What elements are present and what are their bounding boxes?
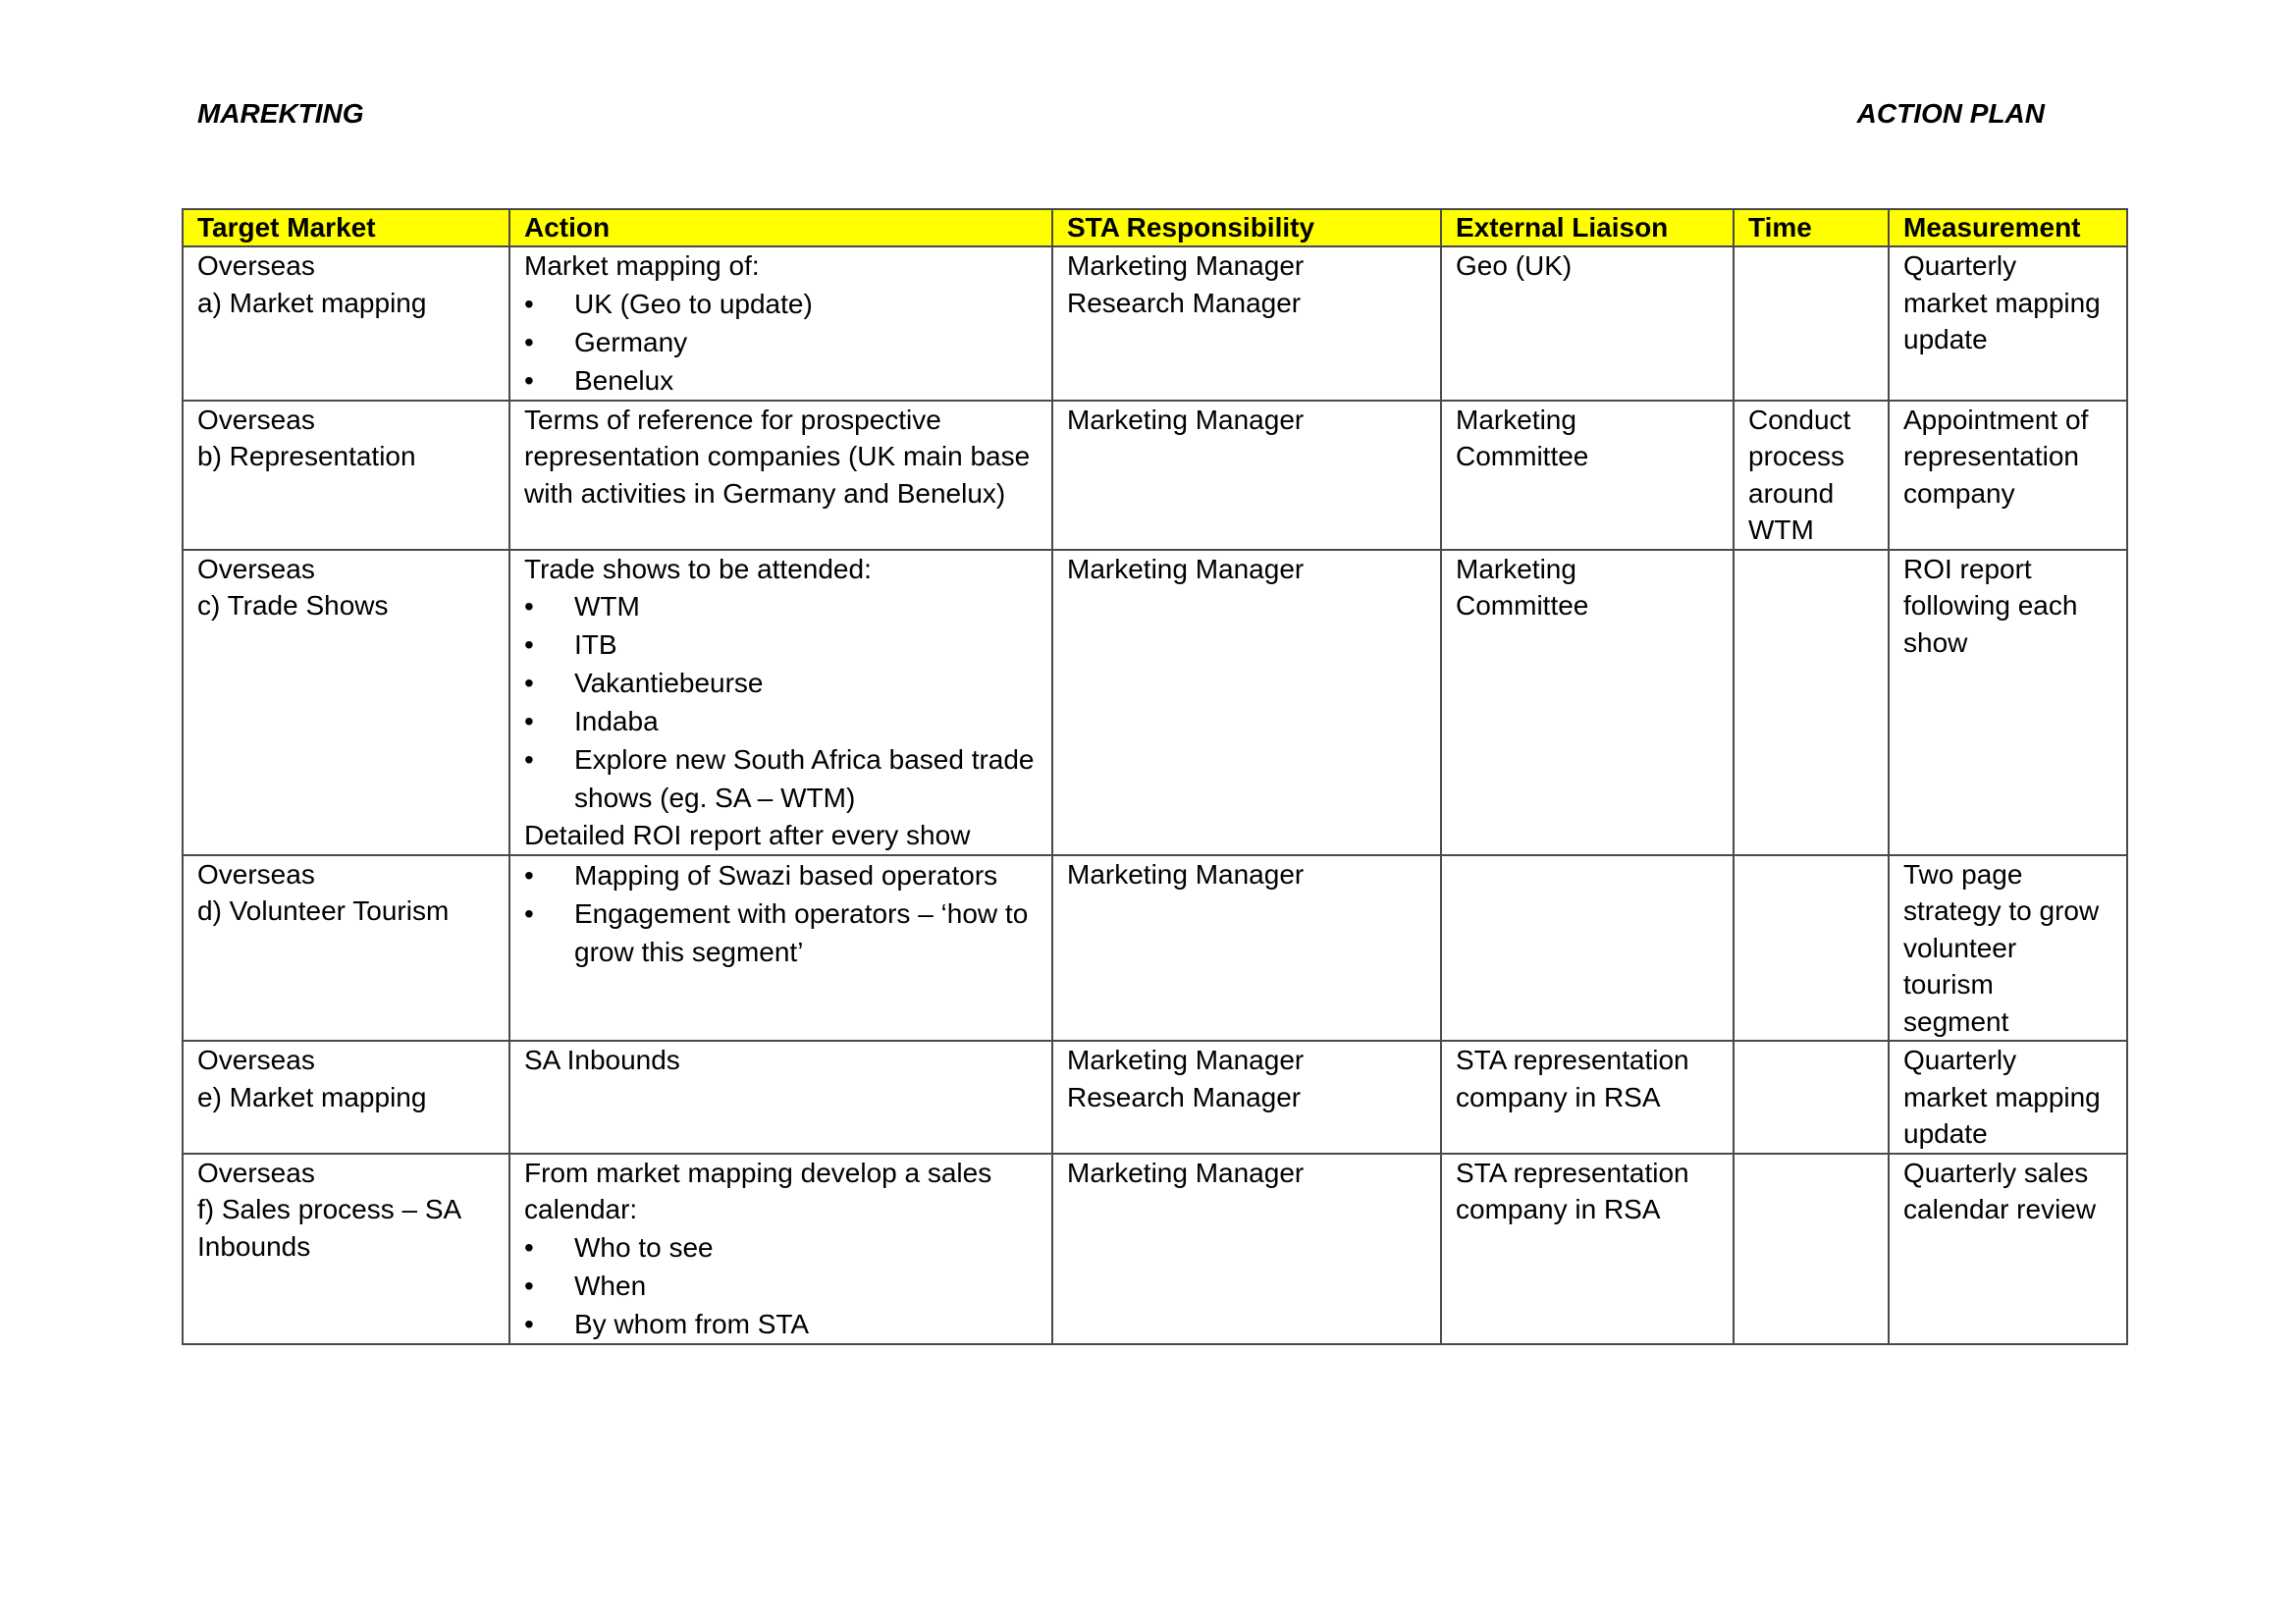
action-intro: SA Inbounds [524,1045,680,1075]
target-line: Overseas [197,1157,315,1188]
target-cell [183,550,509,855]
action-bullet-item: • Explore new South Africa based trade shows (eg. SA – WTM) [524,740,1038,817]
action-intro: Trade shows to be attended: [524,553,872,584]
target-line: Overseas [197,1045,315,1075]
target-cell [183,1041,509,1154]
action-bullet-item: • UK (Geo to update) [524,285,1038,323]
responsibility-line: Research Manager [1067,1081,1302,1112]
target-line: Overseas [197,250,315,281]
target-line: d) Volunteer Tourism [197,895,450,926]
table-row [183,401,2127,550]
section-title: MAREKTING [197,98,364,129]
target-line: b) Representation [197,441,416,471]
table-row [183,550,2127,855]
measurement-line: market mapping [1903,287,2101,318]
liaison-cell [1441,401,1734,550]
liaison-line: company in RSA [1456,1081,1661,1112]
liaison-cell [1441,1041,1734,1154]
target-cell [183,1154,509,1344]
measurement-line: representation [1903,441,2080,471]
table-row [183,855,2127,1042]
responsibility-line: Marketing Manager [1067,1157,1305,1188]
measurement-line: Quarterly [1903,1045,2017,1075]
measurement-line: Quarterly [1903,250,2017,281]
time-line: process [1748,441,1845,471]
action-intro: From market mapping develop a sales calendar: [524,1157,992,1224]
time-line: Conduct [1748,404,1851,435]
target-cell [183,855,509,1042]
action-bullet-item: • ITB [524,625,1038,664]
time-cell [1734,855,1889,1042]
responsibility-line: Research Manager [1067,287,1302,318]
action-bullet-item: • Who to see [524,1228,1038,1267]
column-header-target-market: Target Market [183,209,509,246]
responsibility-cell [1052,1041,1441,1154]
responsibility-line: Marketing Manager [1067,1045,1305,1075]
measurement-cell [1889,1041,2127,1154]
table-row [183,246,2127,401]
measurement-line: tourism [1903,969,1994,1000]
responsibility-line: Marketing Manager [1067,858,1305,890]
action-cell [509,550,1052,855]
target-line: e) Market mapping [197,1081,427,1112]
liaison-cell [1441,246,1734,401]
measurement-line: Two page [1903,858,2023,890]
time-line: WTM [1748,514,1814,545]
liaison-line: Committee [1456,441,1589,471]
measurement-line: company [1903,477,2015,509]
measurement-line: volunteer [1903,932,2017,963]
measurement-cell [1889,246,2127,401]
responsibility-line: Marketing Manager [1067,250,1305,281]
liaison-line: STA representation [1456,1157,1689,1188]
action-bullet-item: • Engagement with operators – ‘how to grow this segment’ [524,894,1038,971]
responsibility-cell [1052,246,1441,401]
action-bullet-item: • WTM [524,587,1038,625]
time-line: around [1748,477,1835,509]
time-cell [1734,550,1889,855]
measurement-line: Appointment of [1903,404,2089,435]
time-cell [1734,246,1889,401]
action-intro: Terms of reference for prospective representation companies (UK main base with activities in Germany and Benelux) [524,404,1031,509]
responsibility-cell [1052,550,1441,855]
measurement-line: update [1903,324,1988,354]
action-plan-table [182,208,2128,1345]
measurement-line: segment [1903,1005,2009,1037]
action-bullet-list [524,587,1038,817]
target-cell [183,246,509,401]
measurement-line: following each [1903,590,2078,621]
target-line: a) Market mapping [197,287,427,318]
action-bullet-item: • When [524,1267,1038,1305]
action-bullet-list [524,285,1038,400]
responsibility-cell [1052,855,1441,1042]
time-cell [1734,1041,1889,1154]
action-cell [509,246,1052,401]
action-cell [509,401,1052,550]
action-intro: Market mapping of: [524,250,760,281]
responsibility-cell [1052,401,1441,550]
table-header-row [183,209,2127,246]
action-bullet-item: • Indaba [524,702,1038,740]
column-header-sta-responsibility: STA Responsibility [1052,209,1441,246]
action-bullet-list [524,1228,1038,1343]
responsibility-line: Marketing Manager [1067,404,1305,435]
target-line: Overseas [197,553,315,584]
liaison-cell [1441,1154,1734,1344]
target-line: c) Trade Shows [197,590,389,621]
target-line: f) Sales process – SA [197,1194,462,1224]
measurement-cell [1889,550,2127,855]
document-title: ACTION PLAN [1856,98,2045,129]
table-row [183,1041,2127,1154]
liaison-cell [1441,855,1734,1042]
responsibility-cell [1052,1154,1441,1344]
measurement-line: show [1903,626,1968,658]
column-header-time: Time [1734,209,1889,246]
action-bullet-item: • By whom from STA [524,1305,1038,1343]
liaison-line: STA representation [1456,1045,1689,1075]
measurement-line: ROI report [1903,553,2032,584]
liaison-cell [1441,550,1734,855]
target-line: Overseas [197,858,315,890]
action-bullet-item: • Germany [524,323,1038,361]
action-bullet-item: • Mapping of Swazi based operators [524,856,1038,894]
action-cell [509,855,1052,1042]
measurement-line: update [1903,1118,1988,1149]
action-outro: Detailed ROI report after every show [524,820,971,850]
liaison-line: company in RSA [1456,1194,1661,1224]
column-header-action: Action [509,209,1052,246]
liaison-line: Marketing [1456,553,1576,584]
time-cell [1734,1154,1889,1344]
measurement-cell [1889,401,2127,550]
measurement-line: calendar review [1903,1194,2097,1224]
action-cell [509,1154,1052,1344]
column-header-measurement: Measurement [1889,209,2127,246]
target-line: Inbounds [197,1230,311,1262]
liaison-line: Committee [1456,590,1589,621]
target-line: Overseas [197,404,315,435]
target-cell [183,401,509,550]
measurement-line: Quarterly sales [1903,1157,2089,1188]
action-bullet-item: • Vakantiebeurse [524,664,1038,702]
time-cell [1734,401,1889,550]
table-row [183,1154,2127,1344]
action-cell [509,1041,1052,1154]
action-bullet-item: • Benelux [524,361,1038,400]
liaison-line: Marketing [1456,404,1576,435]
liaison-line: Geo (UK) [1456,250,1573,281]
action-bullet-list [524,856,1038,971]
measurement-line: strategy to grow [1903,895,2100,926]
measurement-line: market mapping [1903,1081,2101,1112]
column-header-external-liaison: External Liaison [1441,209,1734,246]
measurement-cell [1889,855,2127,1042]
measurement-cell [1889,1154,2127,1344]
responsibility-line: Marketing Manager [1067,553,1305,584]
